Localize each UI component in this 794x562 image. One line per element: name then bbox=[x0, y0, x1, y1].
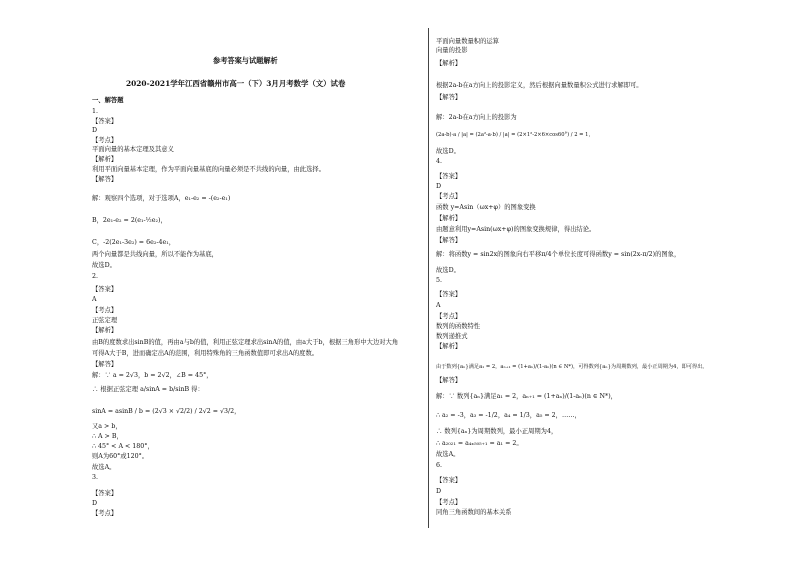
answer-value: A bbox=[436, 302, 441, 309]
answer-value: D bbox=[92, 500, 98, 507]
keypoint-text: 向量的投影 bbox=[436, 47, 468, 54]
solution-line: 故选D。 bbox=[92, 262, 116, 269]
solution-line: ∴ 45° < A < 180°， bbox=[92, 443, 154, 450]
solution-line: ∴ 根据正弦定理 a/sinA = b/sinB 得： bbox=[92, 386, 204, 393]
keypoint-label: 【考点】 bbox=[92, 307, 118, 314]
solution-label: 【解答】 bbox=[436, 237, 462, 244]
answer-label: 【答案】 bbox=[92, 490, 118, 497]
analysis-label: 【解析】 bbox=[436, 343, 462, 350]
solution-line: 故选A。 bbox=[436, 451, 460, 458]
keypoint-text: 数列递推式 bbox=[436, 333, 468, 340]
solution-line: 解：2a-b在a方向上的投影为 bbox=[436, 114, 517, 121]
solution-label: 【解答】 bbox=[92, 361, 118, 368]
solution-line: 故选D。 bbox=[436, 267, 460, 274]
analysis-label: 【解析】 bbox=[436, 215, 462, 222]
solution-line: ∴ a₂₀₂₁ = a₄ₓ₅₀₅₊₁ = a₁ = 2。 bbox=[436, 440, 523, 447]
analysis-text: 根据2a-b在a方向上的投影定义，然后根据向量数量积公式进行求解即可。 bbox=[436, 82, 643, 89]
keypoint-label: 【考点】 bbox=[436, 499, 462, 506]
keypoint-text: 数列的函数特性 bbox=[436, 323, 481, 330]
keypoint-text: 函数 y=Asin（ωx+φ）的图象变换 bbox=[436, 204, 536, 211]
solution-line: 故选D。 bbox=[436, 148, 460, 155]
column-divider bbox=[428, 28, 429, 528]
keypoint-text: 平面向量的基本定理及其意义 bbox=[92, 146, 174, 153]
analysis-label: 【解析】 bbox=[436, 60, 462, 67]
keypoint-label: 【考点】 bbox=[92, 137, 118, 144]
answer-label: 【答案】 bbox=[436, 477, 462, 484]
keypoint-text: 平面向量数量积的运算 bbox=[436, 38, 499, 45]
solution-line: (2a-b)·a / |a| = (2a²-a·b) / |a| = (2×1²-2×6×cos60°) / 2 = 1， bbox=[436, 132, 594, 138]
question-number: 4. bbox=[436, 158, 443, 165]
question-number: 2. bbox=[92, 273, 99, 280]
solution-line: 解：将函数y = sin2x的图象向右平移π/4个单位长度可得函数y = sin(2x-π/2)的图象， bbox=[436, 251, 681, 258]
answer-value: A bbox=[92, 296, 97, 303]
solution-line: 解：观察四个选项，对于选项A，e₁-e₂ = -(e₂-e₁) bbox=[92, 195, 231, 202]
keypoint-label: 【考点】 bbox=[436, 313, 462, 320]
question-number: 1. bbox=[92, 108, 99, 115]
keypoint-text: 同角三角函数间的基本关系 bbox=[436, 509, 512, 516]
solution-line: 解：∵ a = 2√3，b = 2√2，∠B = 45°， bbox=[92, 372, 213, 379]
question-number: 5. bbox=[436, 277, 443, 284]
solution-line: 解：∵ 数列{aₙ}满足a₁ = 2，aₙ₊₁ = (1+aₙ)/(1-aₙ)(n ∈ N*)， bbox=[436, 393, 617, 400]
solution-label: 【解答】 bbox=[92, 176, 118, 183]
answer-label: 【答案】 bbox=[92, 118, 118, 125]
solution-label: 【解答】 bbox=[436, 94, 462, 101]
analysis-text: 利用平面向量基本定理，作为平面向量基底的向量必须是不共线的向量，由此选择。 bbox=[92, 166, 325, 173]
solution-line: B，2e₁-e₂ = 2(e₁-½e₂)， bbox=[92, 217, 167, 224]
solution-line: sinA = asinB / b = (2√3 × √2/2) / 2√2 = √3/2， bbox=[92, 408, 241, 415]
solution-line: ∴ 数列{aₙ}为周期数列，最小正周期为4， bbox=[436, 428, 558, 435]
solution-line: 故选A。 bbox=[92, 464, 116, 471]
keypoint-label: 【考点】 bbox=[92, 510, 118, 517]
analysis-text: 由题意利用y=Asin(ωx+φ)的图象变换规律，得出结论。 bbox=[436, 226, 596, 233]
solution-line: 两个向量都是共线向量，所以不能作为基底， bbox=[92, 251, 218, 258]
solution-line: ∴ A > B， bbox=[92, 433, 123, 440]
doc-subtitle: 2020-2021学年江西省赣州市高一（下）3月月考数学（文）试卷 bbox=[126, 79, 346, 88]
analysis-text: 可得A大于B，进而确定出A的范围，利用特殊角的三角函数值即可求出A的度数。 bbox=[92, 350, 319, 357]
analysis-label: 【解析】 bbox=[92, 156, 118, 163]
keypoint-label: 【考点】 bbox=[436, 193, 462, 200]
solution-line: 则A为60°或120°。 bbox=[92, 453, 149, 460]
solution-label: 【解答】 bbox=[436, 377, 462, 384]
keypoint-text: 正弦定理 bbox=[92, 317, 118, 324]
answer-value: D bbox=[436, 183, 442, 190]
analysis-label: 【解析】 bbox=[92, 327, 118, 334]
solution-line: ∴ a₂ = -3，a₃ = -1/2，a₄ = 1/3，a₅ = 2，……， bbox=[436, 412, 581, 419]
section-heading: 一、解答题 bbox=[92, 97, 124, 104]
answer-label: 【答案】 bbox=[92, 286, 118, 293]
answer-label: 【答案】 bbox=[436, 173, 462, 180]
solution-line: C，-2(2e₁-3e₂) = 6e₂-4e₁， bbox=[92, 239, 176, 246]
question-number: 6. bbox=[436, 462, 443, 469]
analysis-text: 由于数列{aₙ}满足a₁ = 2，aₙ₊₁ = (1+aₙ)/(1-aₙ)(n ∈ N*)，可得数列{aₙ}为周期数列，最小正周期为4，即可得出。 bbox=[436, 364, 708, 370]
answer-value: D bbox=[436, 488, 442, 495]
analysis-text: 由B的度数求出sinB的值，再由a与b的值，利用正弦定理求出sinA的值，由a大于b，根据三角形中大边对大角 bbox=[92, 339, 399, 346]
solution-line: 又a > b， bbox=[92, 423, 122, 430]
doc-title: 参考答案与试题解析 bbox=[213, 56, 278, 65]
answer-label: 【答案】 bbox=[436, 291, 462, 298]
answer-value: D bbox=[92, 127, 98, 134]
question-number: 3. bbox=[92, 474, 99, 481]
